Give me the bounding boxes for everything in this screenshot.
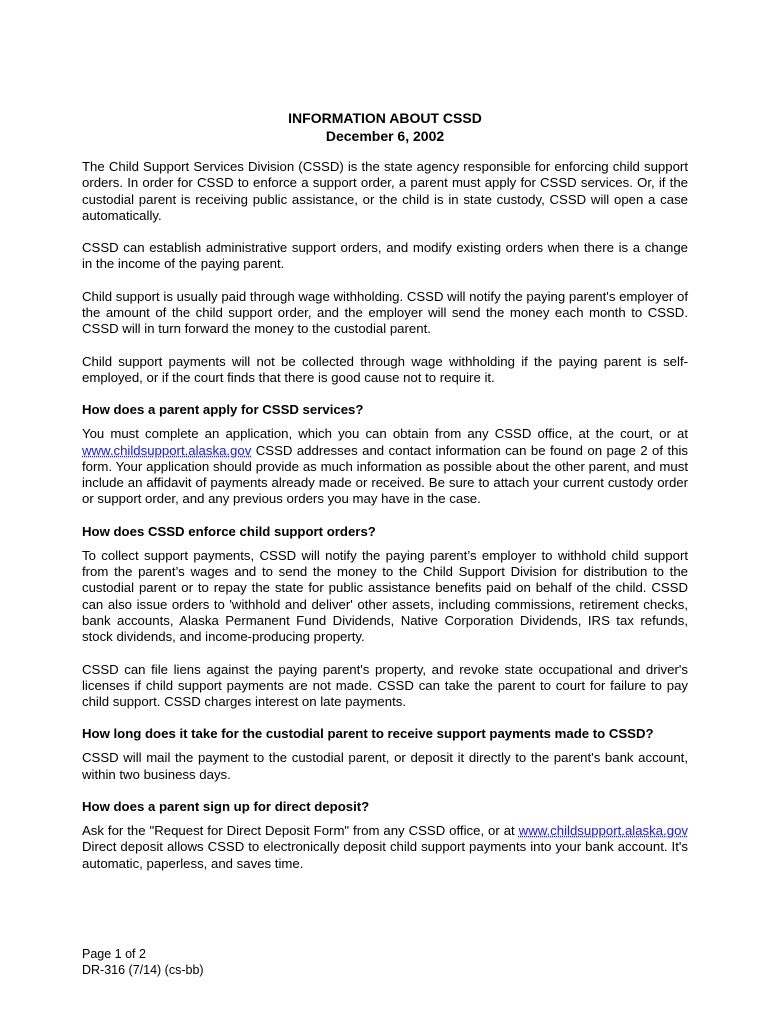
withholding-paragraph: Child support is usually paid through wage withholding. CSSD will notify the paying parent's employer of the amount of the child support order, and the employer will send the money each month to CSSD. CSSD will in turn forward the money to the custodial parent.: [82, 288, 688, 337]
intro-paragraph: The Child Support Services Division (CSSD) is the state agency responsible for enforcing child support orders. In order for CSSD to enforce a support order, a parent must apply for CSSD services. Or, if the custodial parent is receiving public assistance, or the child is in state custody, CSSD will open a case automatically.: [82, 159, 688, 223]
self-employed-paragraph: Child support payments will not be collected through wage withholding if the paying parent is self-employed, or if the court finds that there is good cause not to require it.: [82, 353, 688, 385]
enforce-paragraph-2: CSSD can file liens against the paying parent's property, and revoke state occupational and driver's licenses if child support payments are not made. CSSD can take the parent to court for failure to pay child support. CSSD charges interest on late payments.: [82, 661, 688, 710]
apply-text-before: You must complete an application, which you can obtain from any CSSD office, at the court, or at: [82, 426, 688, 442]
page-footer: [82, 946, 204, 978]
deposit-text-before: Ask for the "Request for Direct Deposit Form" from any CSSD office, or at: [82, 823, 519, 839]
deposit-text-after: Direct deposit allows CSSD to electronically deposit child support payments into your bank account. It's automatic, paperless, and saves time.: [82, 839, 688, 871]
apply-paragraph: [82, 426, 688, 507]
document-date: December 6, 2002: [325, 128, 445, 144]
document-body: [82, 109, 688, 888]
enforce-paragraph-1: To collect support payments, CSSD will notify the paying parent’s employer to withhold child support from the parent’s wages and to send the money to the Child Support Division for distribution to the custodial parent or to repay the state for public assistance benefits paid on behalf of the child. CSSD can also issue orders to 'withhold and deliver' other assets, including commissions, retirement checks, bank accounts, Alaska Permanent Fund Dividends, Native Corporation Dividends, IRS tax refunds, stock dividends, and income-producing property.: [82, 547, 688, 645]
deposit-paragraph: [82, 823, 688, 872]
childsupport-link[interactable]: www.childsupport.alaska.gov: [82, 442, 252, 458]
apply-text-after: CSSD addresses and contact information can be found on page 2 of this form. Your application should provide as much information as possible about the other parent, and must include an affidavit of payments already made or received. Be sure to attach your current custody order or support order, and any previous orders you may have in the case.: [82, 442, 688, 507]
apply-heading: How does a parent apply for CSSD services?: [82, 402, 364, 418]
form-id: DR-316 (7/14) (cs-bb): [82, 963, 204, 977]
page-number: Page 1 of 2: [82, 947, 146, 961]
document-title: INFORMATION ABOUT CSSD: [288, 110, 482, 126]
childsupport-link[interactable]: www.childsupport.alaska.gov: [518, 823, 688, 839]
timing-heading: How long does it take for the custodial parent to receive support payments made to CSSD?: [82, 726, 654, 742]
deposit-heading: How does a parent sign up for direct deposit?: [82, 799, 370, 815]
orders-paragraph: CSSD can establish administrative support orders, and modify existing orders when there is a change in the income of the paying parent.: [82, 240, 688, 272]
enforce-heading: How does CSSD enforce child support orders?: [82, 523, 376, 539]
timing-paragraph: CSSD will mail the payment to the custodial parent, or deposit it directly to the parent's bank account, within two business days.: [82, 750, 688, 782]
